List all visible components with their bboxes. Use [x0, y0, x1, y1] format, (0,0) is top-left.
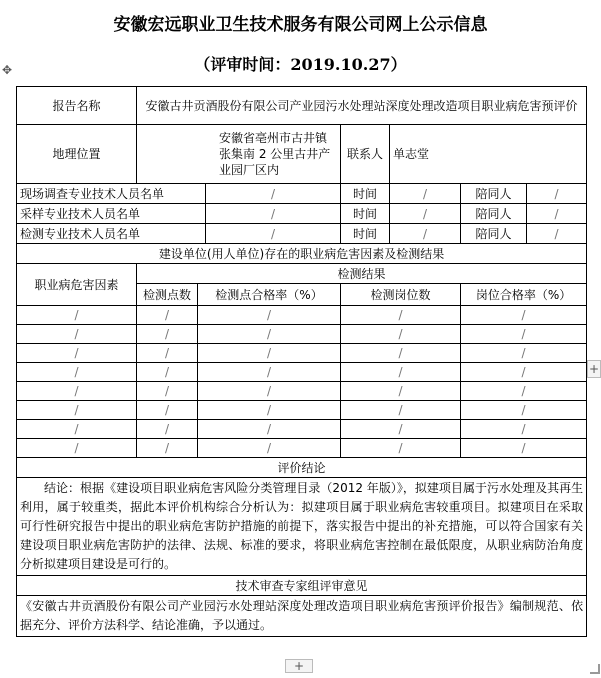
report-name-label: 报告名称 — [17, 87, 137, 125]
table-cell: / — [137, 401, 198, 420]
accomp-label: 陪同人 — [461, 224, 527, 244]
table-cell: / — [341, 382, 461, 401]
table-row — [17, 363, 587, 382]
review-row — [17, 596, 587, 637]
contact-label: 联系人 — [341, 125, 390, 184]
column-header: 检测岗位数 — [341, 284, 461, 306]
table-cell: / — [461, 363, 587, 382]
table-cell: / — [198, 401, 341, 420]
table-row — [17, 325, 587, 344]
table-cell: / — [461, 306, 587, 325]
table-cell: / — [461, 344, 587, 363]
table-cell: / — [341, 363, 461, 382]
table-cell: / — [341, 439, 461, 458]
column-header: 岗位合格率（%） — [461, 284, 587, 306]
staff-row — [17, 224, 587, 244]
table-row — [17, 420, 587, 439]
table-cell: / — [17, 439, 137, 458]
accomp-value: / — [527, 224, 587, 244]
table-cell: / — [17, 325, 137, 344]
table-cell: / — [198, 306, 341, 325]
time-label: 时间 — [341, 204, 390, 224]
accomp-label: 陪同人 — [461, 204, 527, 224]
table-cell: / — [137, 420, 198, 439]
table-cell: / — [137, 382, 198, 401]
staff-label: 采样专业技术人员名单 — [17, 204, 206, 224]
staff-label: 现场调查专业技术人员名单 — [17, 184, 206, 204]
table-cell: / — [461, 401, 587, 420]
table-cell: / — [198, 439, 341, 458]
table-cell: / — [198, 325, 341, 344]
table-cell: / — [461, 439, 587, 458]
staff-value: / — [206, 184, 341, 204]
location-value: 安徽省亳州市古井镇张集南 2 公里古井产业园厂区内 — [137, 125, 341, 184]
table-row — [17, 306, 587, 325]
page-title: 安徽宏远职业卫生技术服务有限公司网上公示信息 — [113, 15, 488, 35]
table-cell: / — [198, 382, 341, 401]
results-label: 检测结果 — [137, 264, 587, 284]
staff-label: 检测专业技术人员名单 — [17, 224, 206, 244]
location-label: 地理位置 — [17, 125, 137, 184]
staff-row — [17, 204, 587, 224]
conclusion-text: 结论：根据《建设项目职业病危害风险分类管理目录（2012 年版）》，拟建项目属于污水处理及其再生利用，属于较重类，据此本评价机构综合分析认为：拟建项目属于职业病危害较重项目。拟建项目在采取可行性研究报告中提出的职业病危害防护措施的前提下，落实报告中提出的补充措施，可以符合国家有关建设项目职业病危害防护的法律、法规、标准的要求，将职业病危害控制在最低限度，从职业病防治角度分析拟建项目建设是可行的。 — [17, 478, 587, 576]
table-cell: / — [17, 363, 137, 382]
staff-row — [17, 184, 587, 204]
table-cell: / — [137, 325, 198, 344]
plus-icon[interactable]: + — [285, 659, 313, 673]
move-icon[interactable]: ✥ — [1, 63, 13, 77]
report-name-value: 安徽古井贡酒股份有限公司产业园污水处理站深度处理改造项目职业病危害预评价 — [137, 87, 587, 125]
time-value: / — [390, 184, 461, 204]
table-cell: / — [461, 420, 587, 439]
column-header: 检测点数 — [137, 284, 198, 306]
table-cell: / — [17, 344, 137, 363]
table-cell: / — [198, 420, 341, 439]
time-label: 时间 — [341, 224, 390, 244]
table-row — [17, 382, 587, 401]
report-name-row — [17, 87, 587, 125]
time-label: 时间 — [341, 184, 390, 204]
time-value: / — [390, 224, 461, 244]
table-cell: / — [17, 420, 137, 439]
staff-value: / — [206, 204, 341, 224]
factor-label: 职业病危害因素 — [17, 264, 137, 306]
table-cell: / — [341, 420, 461, 439]
table-cell: / — [17, 382, 137, 401]
table-row — [17, 439, 587, 458]
table-row — [17, 344, 587, 363]
review-title: 技术审查专家组评审意见 — [17, 576, 587, 596]
table-cell: / — [341, 401, 461, 420]
table-cell: / — [341, 344, 461, 363]
accomp-value: / — [527, 184, 587, 204]
table-cell: / — [137, 363, 198, 382]
conclusion-title-row — [17, 458, 587, 478]
accomp-label: 陪同人 — [461, 184, 527, 204]
table-cell: / — [17, 401, 137, 420]
resize-grip-icon[interactable] — [590, 664, 600, 674]
table-cell: / — [137, 306, 198, 325]
table-cell: / — [198, 363, 341, 382]
table-row — [17, 401, 587, 420]
table-cell: / — [341, 325, 461, 344]
plus-icon[interactable]: + — [588, 362, 600, 376]
table-cell: / — [461, 325, 587, 344]
review-title-row — [17, 576, 587, 596]
table-cell: / — [17, 306, 137, 325]
hazards-section-row — [17, 244, 587, 264]
table-cell: / — [461, 382, 587, 401]
conclusion-row — [17, 478, 587, 576]
table-cell: / — [198, 344, 341, 363]
location-row — [17, 125, 587, 184]
review-time: （评审时间：2019.10.27） — [194, 55, 407, 74]
results-header-row — [17, 264, 587, 284]
column-header: 检测点合格率（%） — [198, 284, 341, 306]
conclusion-title: 评价结论 — [17, 458, 587, 478]
table-cell: / — [341, 306, 461, 325]
table-cell: / — [137, 439, 198, 458]
contact-value: 单志堂 — [390, 125, 587, 184]
accomp-value: / — [527, 204, 587, 224]
time-value: / — [390, 204, 461, 224]
review-text: 《安徽古井贡酒股份有限公司产业园污水处理站深度处理改造项目职业病危害预评价报告》编制规范、依据充分、评价方法科学、结论准确，予以通过。 — [17, 596, 587, 637]
table-cell: / — [137, 344, 198, 363]
staff-value: / — [206, 224, 341, 244]
disclosure-table — [16, 86, 587, 637]
hazards-section-title: 建设单位(用人单位)存在的职业病危害因素及检测结果 — [17, 244, 587, 264]
